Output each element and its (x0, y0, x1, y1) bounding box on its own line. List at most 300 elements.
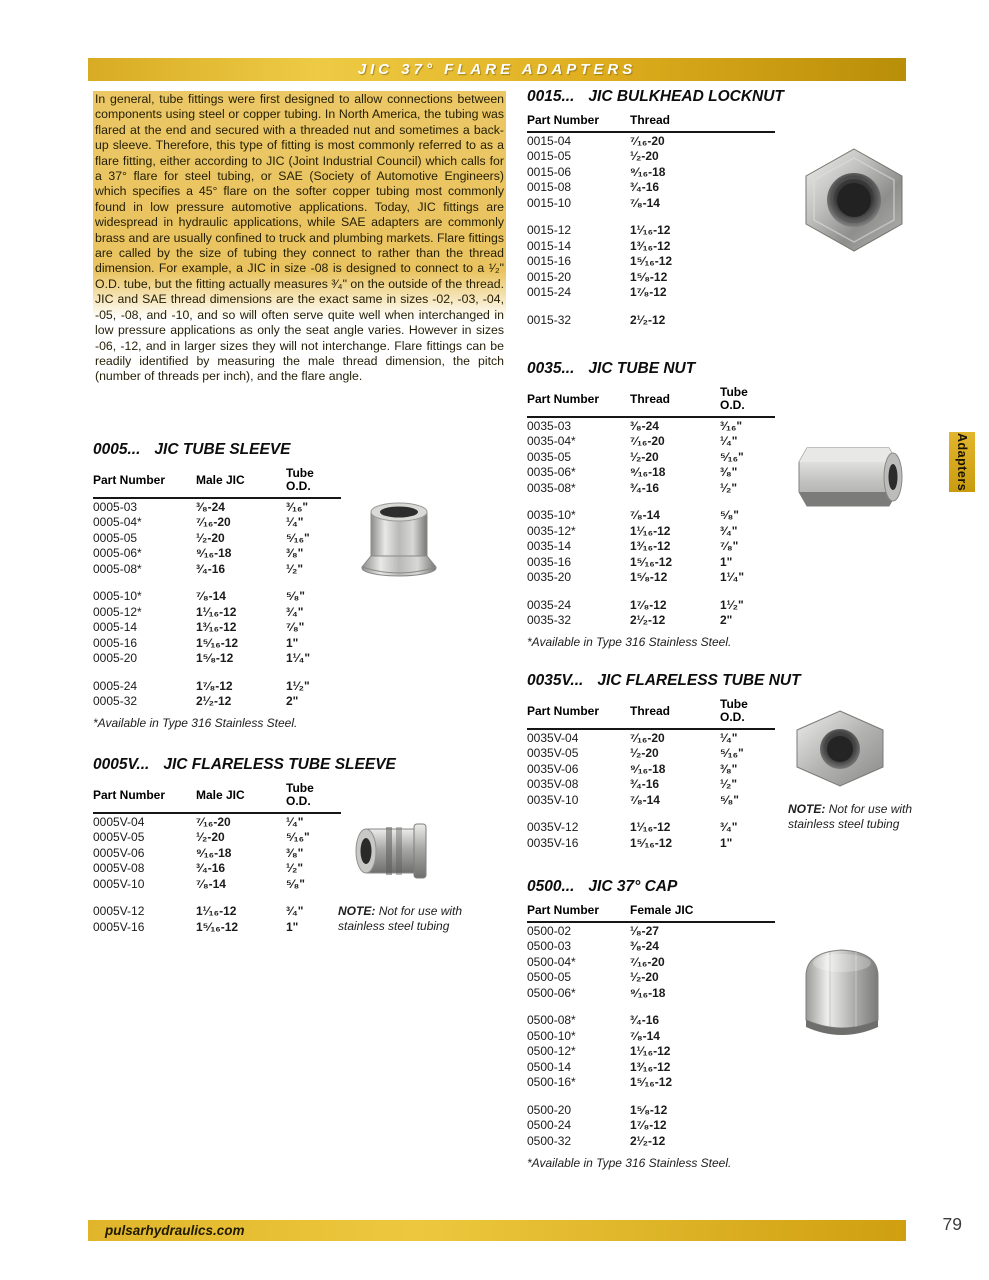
part-number: 0035V-08 (527, 777, 579, 791)
section-code: 0035V... (527, 672, 584, 689)
spec-value: ³⁄₄-16 (196, 861, 226, 875)
spec-value: ³⁄₄-16 (630, 180, 660, 194)
part-row (93, 845, 341, 861)
part-number: 0500-12* (527, 1044, 576, 1058)
part-row (93, 498, 341, 515)
spec-value: ⁷⁄₈-14 (630, 1028, 660, 1043)
spec-value: 1¹⁄₁₆-12 (196, 904, 237, 918)
part-row (527, 792, 775, 808)
section-jic-tube-nut (527, 360, 775, 649)
spec-value: ⁷⁄₁₆-20 (196, 515, 231, 529)
column-header: Tube O.D. (720, 698, 775, 729)
intro-paragraph: In general, tube fittings were first designed to allow connections between components using steel or copper tubing. In North America, the tubing was flared at the end and secured with a threaded nut and sometimes a back-up sleeve. Therefore, this type of fitting is most commonly referred to as a flare fitting, either according to JIC (Joint Industrial Council) which calls for a 37° flare for steel tubing, or SAE (Society of Automotive Engineers) which specifies a 45° flare on the softer copper tubing most commonly found in low pressure automotive applications. Today, JIC fittings are widespread in hydraulic applications, while SAE adapters are commonly brass and are usually confined to truck and plumbing markets. Flare fittings are called by the size of tubing they connect to rather than the thread dimension. For example, a JIC in size -08 is designed to connect to a ¹⁄₂" O.D. tube, but the fitting actually measures ³⁄₄" on the outside of the thread. JIC and SAE thread dimensions are the exact same in sizes -02, -03, -04, -05, -08, and -10, and so will often serve quite well when interchanged in low pressure applications as only the seat angle varies. However in sizes -06, -12, and in larger sizes they will not interchange. Flare fittings can be readily identified by measuring the male thread dimension, the pitch (number of threads per inch), and the flare angle. (93, 91, 506, 386)
part-number: 0015-24 (527, 285, 572, 299)
part-number: 0035-05 (527, 449, 572, 464)
spec-value: ¹⁄₂-20 (630, 746, 659, 760)
spec-value: 1¹⁄₂" (720, 597, 744, 612)
spec-value: 2¹⁄₂-12 (196, 694, 232, 708)
part-number: 0015-06 (527, 164, 572, 179)
part-row (93, 861, 341, 877)
note-label: NOTE: (788, 802, 826, 816)
part-row (527, 1133, 775, 1149)
part-number: 0035-10* (527, 508, 576, 522)
group-spacer (527, 496, 775, 508)
part-number: 0035-12* (527, 523, 576, 538)
spec-value: ³⁄₄" (286, 604, 304, 619)
spec-value: 1³⁄₁₆-12 (196, 620, 237, 634)
spec-value: 1" (286, 635, 299, 650)
part-number: 0035-24 (527, 597, 572, 612)
part-number: 0500-10* (527, 1028, 576, 1043)
part-row (527, 1028, 775, 1044)
part-number: 0500-16* (527, 1075, 576, 1089)
spec-value: ⁷⁄₈-14 (196, 589, 226, 603)
spec-value: ¹⁄₄" (286, 515, 304, 529)
spec-value: ³⁄₄-16 (196, 561, 226, 576)
spec-value: ⁷⁄₈-14 (196, 876, 226, 891)
part-row (527, 554, 775, 570)
spec-value: 1¹⁄₁₆-12 (630, 223, 671, 237)
part-number: 0005-32 (93, 694, 138, 708)
part-number: 0035-20 (527, 570, 572, 584)
stainless-note (338, 904, 484, 934)
spec-value: 1⁵⁄₁₆-12 (196, 635, 239, 650)
spec-value: ³⁄₁₆" (720, 418, 743, 433)
part-row (93, 904, 341, 920)
group-spacer (527, 808, 775, 820)
part-row (93, 813, 341, 830)
part-row (527, 132, 775, 149)
part-number: 0500-06* (527, 985, 576, 1000)
part-row (93, 678, 341, 694)
part-row (527, 195, 775, 211)
spec-value: ⁷⁄₁₆-20 (630, 434, 665, 448)
spec-value: 1³⁄₁₆-12 (630, 539, 671, 553)
spec-value: 1⁵⁄₁₆-12 (630, 254, 673, 268)
part-row (527, 285, 775, 301)
group-spacer (93, 577, 341, 589)
part-number: 0015-16 (527, 254, 572, 268)
spec-value: 1¹⁄₄" (286, 651, 311, 665)
part-row (93, 620, 341, 636)
part-row (527, 777, 775, 793)
spec-value: ³⁄₈-24 (630, 418, 659, 433)
part-row (527, 613, 775, 629)
part-number: 0035-06* (527, 465, 576, 479)
part-number: 0035V-16 (527, 835, 579, 850)
part-number: 0500-04* (527, 954, 576, 969)
part-row (527, 729, 775, 746)
part-row (527, 539, 775, 555)
part-number: 0015-14 (527, 238, 572, 253)
part-number: 0005-08* (93, 561, 142, 576)
part-row (527, 835, 775, 851)
part-row (527, 449, 775, 465)
part-number: 0005-14 (93, 620, 138, 634)
column-header: Tube O.D. (286, 467, 341, 498)
spec-value: ⁷⁄₁₆-20 (630, 954, 665, 969)
column-header: Part Number (527, 114, 630, 132)
footer-bar (88, 1220, 906, 1241)
part-row (527, 465, 775, 481)
part-number: 0035-14 (527, 539, 572, 553)
part-row (527, 1044, 775, 1060)
column-header: Female JIC (630, 904, 775, 922)
spec-value: ¹⁄₂-20 (630, 149, 659, 163)
part-number: 0500-02 (527, 923, 572, 938)
part-row (93, 919, 341, 935)
part-number: 0035V-05 (527, 746, 579, 760)
part-row (527, 180, 775, 196)
column-header: Male JIC (196, 467, 286, 498)
part-row (527, 164, 775, 180)
section-name: JIC 37° CAP (588, 878, 678, 895)
part-row (93, 561, 341, 577)
part-row (527, 746, 775, 762)
part-row (93, 635, 341, 651)
part-row (527, 970, 775, 986)
tube-nut-table (527, 386, 775, 628)
spec-value: 1⁷⁄₈-12 (630, 1118, 667, 1132)
spec-value: 1⁵⁄₁₆-12 (196, 919, 239, 934)
spec-value: ³⁄₄" (720, 820, 738, 834)
cap-table (527, 904, 775, 1149)
part-number: 0500-14 (527, 1059, 572, 1074)
part-number: 0005V-04 (93, 814, 145, 829)
spec-value: ¹⁄₂-20 (196, 830, 225, 844)
part-number: 0035V-12 (527, 820, 579, 834)
part-number: 0500-05 (527, 970, 572, 984)
column-header: Thread (630, 114, 775, 132)
spec-value: ³⁄₄-16 (630, 777, 660, 791)
section-title (93, 441, 341, 459)
column-header: Thread (630, 386, 720, 417)
spec-value: 2" (286, 694, 299, 708)
column-header: Part Number (527, 698, 630, 729)
flareless-sleeve-photo (350, 814, 438, 888)
spec-value: ¹⁄₄" (720, 730, 738, 745)
stainless-footnote: *Available in Type 316 Stainless Steel. (527, 635, 732, 649)
spec-value: ⁵⁄₁₆" (720, 746, 744, 760)
part-row (527, 761, 775, 777)
part-row (93, 530, 341, 546)
group-spacer (527, 585, 775, 597)
spec-value: ⁷⁄₈" (286, 620, 305, 634)
spec-value: 1¹⁄₁₆-12 (630, 820, 671, 834)
spec-value: ³⁄₄" (286, 904, 304, 918)
spec-value: 1⁵⁄₁₆-12 (630, 835, 673, 850)
part-number: 0005-16 (93, 635, 138, 650)
spec-value: ¹⁄₂" (286, 861, 304, 875)
spec-value: 2" (720, 613, 733, 627)
spec-value: ¹⁄₂" (720, 480, 738, 495)
note-text: Not for use with stainless steel tubing (788, 802, 913, 831)
part-number: 0005-06* (93, 546, 142, 560)
tube-nut-photo (793, 426, 905, 526)
spec-value: ³⁄₄" (720, 523, 738, 538)
spec-value: 1⁵⁄₈-12 (630, 1102, 668, 1117)
column-header: Part Number (93, 467, 196, 498)
column-header: Tube O.D. (286, 782, 341, 813)
column-header: Part Number (527, 904, 630, 922)
section-name: JIC TUBE NUT (588, 360, 696, 377)
tube-sleeve-photo (355, 498, 443, 578)
part-number: 0005-12* (93, 604, 142, 619)
part-row (93, 651, 341, 667)
part-number: 0500-20 (527, 1102, 572, 1117)
spec-value: 1" (286, 919, 299, 934)
group-spacer (527, 1001, 775, 1013)
spec-value: ⁷⁄₈-14 (630, 195, 660, 210)
stainless-note (788, 802, 936, 832)
section-name: JIC TUBE SLEEVE (154, 441, 291, 458)
section-code: 0005... (93, 441, 141, 458)
spec-value: ⁵⁄₁₆" (286, 830, 310, 844)
part-row (527, 820, 775, 836)
flareless-nut-photo (790, 710, 890, 788)
section-code: 0005V... (93, 756, 150, 773)
spec-value: ⁹⁄₁₆-18 (630, 985, 666, 1000)
spec-value: ³⁄₄-16 (630, 1013, 660, 1027)
column-header: Tube O.D. (720, 386, 775, 417)
flareless-nut-table (527, 698, 775, 851)
spec-value: 1⁷⁄₈-12 (196, 678, 233, 693)
spec-value: 1⁷⁄₈-12 (630, 285, 667, 299)
part-row (527, 922, 775, 939)
part-row (527, 434, 775, 450)
banner-title: JIC 37° FLARE ADAPTERS (357, 61, 637, 78)
spec-value: ⁵⁄₁₆" (286, 530, 310, 545)
spec-value: ⁵⁄₈" (720, 508, 739, 522)
spec-value: 2¹⁄₂-12 (630, 312, 666, 327)
spec-value: ³⁄₈-24 (630, 939, 659, 953)
group-spacer (527, 1090, 775, 1102)
spec-value: ⁷⁄₁₆-20 (630, 730, 665, 745)
section-name: JIC BULKHEAD LOCKNUT (588, 88, 784, 105)
column-header: Thread (630, 698, 720, 729)
spec-value: ³⁄₁₆" (286, 499, 309, 514)
spec-value: ⁷⁄₈" (720, 539, 739, 553)
part-row (93, 694, 341, 710)
part-row (527, 223, 775, 239)
stainless-footnote: *Available in Type 316 Stainless Steel. (93, 716, 298, 730)
part-row (527, 508, 775, 524)
part-row (527, 954, 775, 970)
part-number: 0035V-10 (527, 792, 579, 807)
spec-value: 1⁷⁄₈-12 (630, 597, 667, 612)
spec-value: 2¹⁄₂-12 (630, 613, 666, 627)
spec-value: ³⁄₈" (286, 546, 304, 560)
section-jic-bulkhead-locknut (527, 88, 784, 328)
part-number: 0005-24 (93, 678, 138, 693)
part-row (527, 1102, 775, 1118)
spec-value: 1¹⁄₁₆-12 (196, 604, 237, 619)
spec-value: ⁷⁄₈-14 (630, 508, 660, 522)
section-code: 0035... (527, 360, 575, 377)
group-spacer (93, 892, 341, 904)
adapters-tab[interactable] (949, 432, 975, 492)
note-label: NOTE: (338, 904, 376, 918)
part-number: 0005-10* (93, 589, 142, 603)
bulkhead-locknut-photo (798, 148, 910, 252)
part-number: 0005-04* (93, 515, 142, 529)
website-link[interactable]: pulsarhydraulics.com (105, 1223, 245, 1238)
section-title (93, 756, 396, 774)
spec-value: ³⁄₈" (720, 761, 738, 776)
group-spacer (527, 300, 775, 312)
part-number: 0005-05 (93, 530, 138, 545)
flareless-sleeve-table (93, 782, 341, 935)
spec-value: 1¹⁄₁₆-12 (630, 1044, 671, 1058)
section-jic-flareless-tube-nut (527, 672, 801, 851)
part-row (527, 254, 775, 270)
part-number: 0005V-16 (93, 919, 145, 934)
group-spacer (93, 666, 341, 678)
part-row (527, 939, 775, 955)
spec-value: ⁹⁄₁₆-18 (630, 164, 666, 179)
spec-value: ¹⁄₂-20 (630, 970, 659, 984)
spec-value: ⁵⁄₈" (286, 876, 305, 891)
part-row (527, 417, 775, 434)
spec-value: 1¹⁄₄" (720, 570, 745, 584)
section-code: 0500... (527, 878, 575, 895)
part-row (527, 985, 775, 1001)
part-row (527, 1059, 775, 1075)
spec-value: 1⁵⁄₁₆-12 (630, 554, 673, 569)
part-number: 0005V-08 (93, 861, 145, 875)
spec-value: ³⁄₈" (720, 465, 738, 479)
spec-value: ⁹⁄₁₆-18 (196, 546, 232, 560)
part-number: 0015-05 (527, 149, 572, 163)
part-row (527, 149, 775, 165)
part-number: 0005V-12 (93, 904, 145, 918)
spec-value: ¹⁄₈-27 (630, 923, 659, 938)
column-header: Part Number (527, 386, 630, 417)
stainless-footnote: *Available in Type 316 Stainless Steel. (527, 1155, 732, 1170)
part-number: 0035-04* (527, 434, 576, 448)
column-header: Male JIC (196, 782, 286, 813)
spec-value: ⁹⁄₁₆-18 (196, 845, 232, 860)
spec-value: 1⁵⁄₈-12 (630, 570, 668, 584)
spec-value: ¹⁄₄" (286, 814, 304, 829)
section-title (527, 878, 775, 896)
part-row (527, 1013, 775, 1029)
group-spacer (527, 211, 775, 223)
section-jic-37-cap (527, 878, 775, 1170)
tube-sleeve-table (93, 467, 341, 709)
spec-value: ³⁄₄-16 (630, 480, 660, 495)
section-name: JIC FLARELESS TUBE NUT (597, 672, 801, 689)
part-number: 0035V-06 (527, 761, 579, 776)
note-text: Not for use with stainless steel tubing (338, 904, 463, 933)
section-title (527, 672, 801, 690)
part-row (527, 480, 775, 496)
part-number: 0015-04 (527, 133, 572, 148)
part-number: 0035-03 (527, 418, 572, 433)
spec-value: 1¹⁄₁₆-12 (630, 523, 671, 538)
part-number: 0005V-06 (93, 845, 145, 860)
part-row (93, 604, 341, 620)
page-number: 79 (942, 1214, 962, 1234)
spec-value: 1" (720, 835, 733, 850)
part-number: 0500-24 (527, 1118, 572, 1132)
part-row (527, 269, 775, 285)
cap-photo (794, 942, 890, 1046)
part-number: 0015-08 (527, 180, 572, 194)
part-row (527, 238, 775, 254)
part-row (527, 1118, 775, 1134)
spec-value: ⁷⁄₁₆-20 (630, 133, 665, 148)
spec-value: ⁷⁄₈-14 (630, 792, 660, 807)
spec-value: 1¹⁄₂" (286, 678, 310, 693)
spec-value: 1³⁄₁₆-12 (630, 1059, 671, 1074)
part-row (527, 523, 775, 539)
spec-value: ⁵⁄₈" (286, 589, 305, 603)
part-number: 0005V-10 (93, 876, 145, 891)
section-name: JIC FLARELESS TUBE SLEEVE (163, 756, 396, 773)
spec-value: 1³⁄₁₆-12 (630, 238, 671, 253)
spec-value: ⁵⁄₈" (720, 792, 739, 807)
part-row (527, 570, 775, 586)
part-row (527, 597, 775, 613)
spec-value: ³⁄₈-24 (196, 499, 225, 514)
section-title (527, 88, 784, 106)
part-number: 0015-32 (527, 312, 572, 327)
spec-value: 1" (720, 554, 733, 569)
spec-value: ⁷⁄₁₆-20 (196, 814, 231, 829)
part-row (527, 1075, 775, 1091)
spec-value: ¹⁄₂-20 (630, 449, 659, 464)
bulkhead-locknut-table (527, 114, 775, 328)
part-number: 0005-20 (93, 651, 138, 665)
spec-value: ³⁄₈" (286, 845, 304, 860)
spec-value: ¹⁄₄" (720, 434, 738, 448)
part-row (93, 830, 341, 846)
part-number: 0500-03 (527, 939, 572, 953)
part-number: 0500-32 (527, 1133, 572, 1148)
part-number: 0500-08* (527, 1013, 576, 1027)
spec-value: ⁹⁄₁₆-18 (630, 465, 666, 479)
part-row (93, 546, 341, 562)
part-number: 0035-16 (527, 554, 572, 569)
spec-value: 2¹⁄₂-12 (630, 1133, 666, 1148)
section-jic-tube-sleeve (93, 441, 341, 730)
spec-value: ¹⁄₂-20 (196, 530, 225, 545)
spec-value: 1⁵⁄₈-12 (196, 651, 234, 665)
spec-value: 1⁵⁄₈-12 (630, 269, 668, 284)
part-number: 0005-03 (93, 499, 138, 514)
part-row (93, 589, 341, 605)
part-number: 0015-10 (527, 195, 572, 210)
part-number: 0035-08* (527, 480, 576, 495)
part-number: 0005V-05 (93, 830, 145, 844)
spec-value: ¹⁄₂" (720, 777, 738, 791)
flare-adapters-banner (88, 58, 906, 81)
part-row (93, 876, 341, 892)
section-title (527, 360, 775, 378)
spec-value: ⁵⁄₁₆" (720, 449, 744, 464)
spec-value: ⁹⁄₁₆-18 (630, 761, 666, 776)
part-row (93, 515, 341, 531)
spec-value: 1⁵⁄₁₆-12 (630, 1075, 673, 1089)
spec-value: ¹⁄₂" (286, 561, 304, 576)
part-number: 0015-20 (527, 269, 572, 284)
part-number: 0015-12 (527, 223, 572, 237)
adapters-tab-label: Adapters (955, 432, 969, 492)
part-number: 0035-32 (527, 613, 572, 627)
column-header: Part Number (93, 782, 196, 813)
section-code: 0015... (527, 88, 575, 105)
